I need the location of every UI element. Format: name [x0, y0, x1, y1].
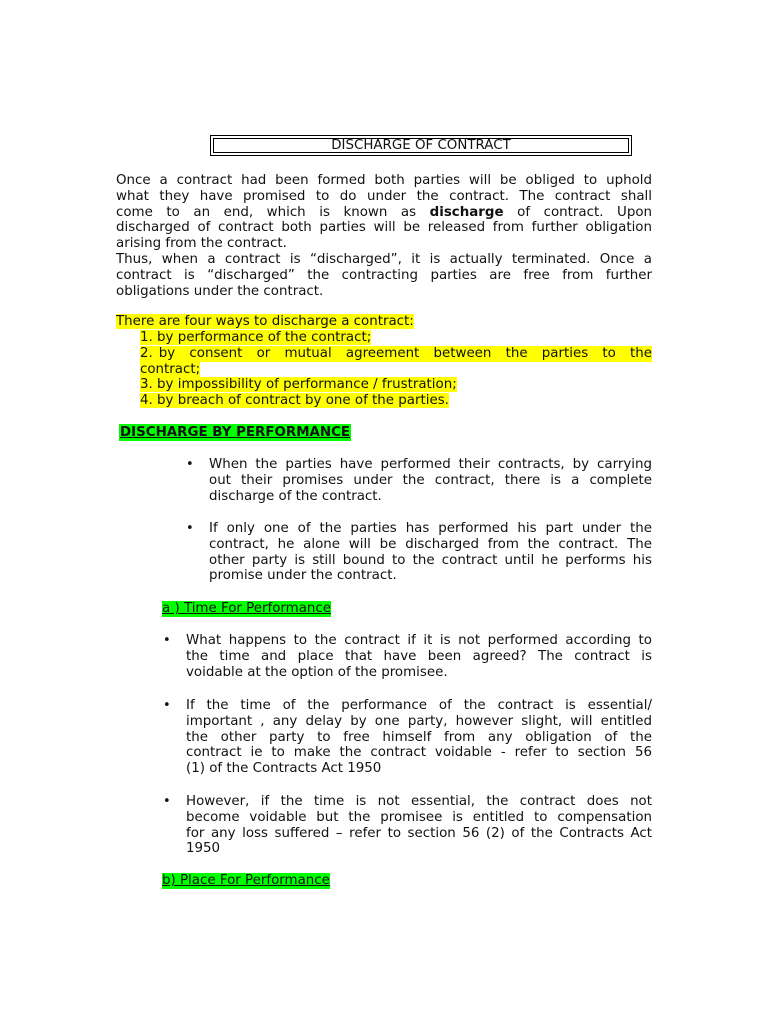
performance-bullet-1-line-3: discharge of the contract.	[209, 488, 382, 504]
bullet-dot: •	[163, 698, 171, 713]
subheading-place-for-performance: b) Place For Performance	[162, 873, 330, 888]
performance-bullet-2-line-1: If only one of the parties has performed his part under the	[209, 521, 652, 536]
performance-bullet-1-text	[209, 457, 652, 504]
time-bullet-3-line-1: However, if the time is not essential, the contract does not	[186, 794, 652, 809]
way-label-4: by breach of contract by one of the parties.	[157, 393, 449, 409]
way-item-4	[140, 393, 652, 409]
way-label-1: by performance of the contract;	[157, 330, 372, 345]
way-number-3: 3.	[140, 377, 153, 393]
discharge-bold-word: discharge	[429, 204, 504, 220]
title-box	[210, 135, 632, 156]
way-item-1-text	[140, 330, 371, 345]
time-bullet-2-text	[186, 698, 652, 777]
performance-bullet-1-line-2: out their promises under the contract, there is a complete	[209, 472, 652, 488]
thus-paragraph	[116, 252, 652, 299]
way-number-1: 1.	[140, 330, 153, 345]
intro-paragraph	[116, 173, 652, 252]
thus-line-1: Thus, when a contract is “discharged”, it is actually terminated. Once a	[116, 252, 652, 267]
thus-line-2: contract is “discharged” the contracting parties are free from further	[116, 267, 652, 283]
performance-bullet-1-line-1: When the parties have performed their contracts, by carrying	[209, 457, 652, 472]
performance-bullet-2-text	[209, 521, 652, 584]
way-item-1	[140, 330, 652, 346]
intro-line-3-head: come to an end, which is known as	[116, 204, 430, 220]
way-label-2-line-2: contract;	[140, 361, 201, 377]
bullet-dot: •	[163, 794, 171, 809]
way-number-2: 2.	[140, 345, 153, 361]
way-item-2	[140, 346, 652, 362]
intro-line-5: arising from the contract.	[116, 236, 287, 252]
way-label-3: by impossibility of performance / frustration;	[157, 377, 457, 393]
way-number-4: 4.	[140, 393, 153, 409]
way-item-2-cont	[140, 362, 652, 378]
time-bullet-1-line-3: voidable at the option of the promisee.	[186, 664, 448, 680]
performance-bullet-2-line-2: contract, he alone will be discharged from the contract. The	[209, 536, 652, 552]
time-bullet-1-line-1: What happens to the contract if it is not performed according to	[186, 633, 652, 648]
intro-line-2: what they have promised to do under the contract. The contract shall	[116, 188, 652, 204]
four-ways-lead: There are four ways to discharge a contract:	[116, 314, 414, 329]
bullet-dot: •	[186, 457, 194, 472]
four-ways-list	[116, 314, 652, 330]
intro-line-1: Once a contract had been formed both parties will be obliged to uphold	[116, 173, 652, 188]
bullet-dot: •	[163, 633, 171, 648]
way-item-3-text	[140, 377, 457, 392]
way-item-3	[140, 377, 652, 393]
time-bullet-3-line-3: for any loss suffered – refer to section 56 (2) of the Contracts Act	[186, 825, 652, 841]
bullet-dot: •	[186, 521, 194, 536]
way-label-2-line-1: by consent or mutual agreement between the parties to the	[158, 345, 652, 361]
time-bullet-2-line-1: If the time of the performance of the contract is essential/	[186, 698, 652, 713]
time-bullet-3-line-2: become voidable but the promisee is entitled to compensation	[186, 809, 652, 825]
way-item-4-text	[140, 393, 449, 408]
time-bullet-3-text	[186, 794, 652, 857]
intro-line-4: discharged of contract both parties will be released from further obligation	[116, 220, 652, 236]
time-bullet-2-line-4: contract ie to make the contract voidable - refer to section 56	[186, 745, 652, 761]
time-bullet-1-line-2: the time and place that have been agreed? The contract is	[186, 648, 652, 664]
time-bullet-2-line-3: the other party to free himself from any obligation of the	[186, 729, 652, 745]
four-ways-lead-row	[116, 314, 652, 330]
time-bullet-1-text	[186, 633, 652, 680]
performance-bullet-2-line-3: other party is still bound to the contract until he performs his	[209, 552, 652, 568]
intro-line-3	[116, 205, 652, 221]
thus-line-3: obligations under the contract.	[116, 283, 324, 299]
heading-discharge-by-performance: DISCHARGE BY PERFORMANCE	[120, 425, 351, 440]
time-bullet-3-line-4: 1950	[186, 841, 221, 857]
time-bullet-2-line-5: (1) of the Contracts Act 1950	[186, 761, 382, 777]
ways-items	[140, 330, 652, 409]
intro-line-3-tail: of contract. Upon	[503, 204, 652, 220]
subheading-time-for-performance: a ) Time For Performance	[162, 601, 332, 616]
time-bullet-2-line-2: important , any delay by one party, however slight, will entitled	[186, 713, 652, 729]
document-title: DISCHARGE OF CONTRACT	[331, 138, 511, 153]
performance-bullet-2-line-4: promise under the contract.	[209, 568, 397, 584]
